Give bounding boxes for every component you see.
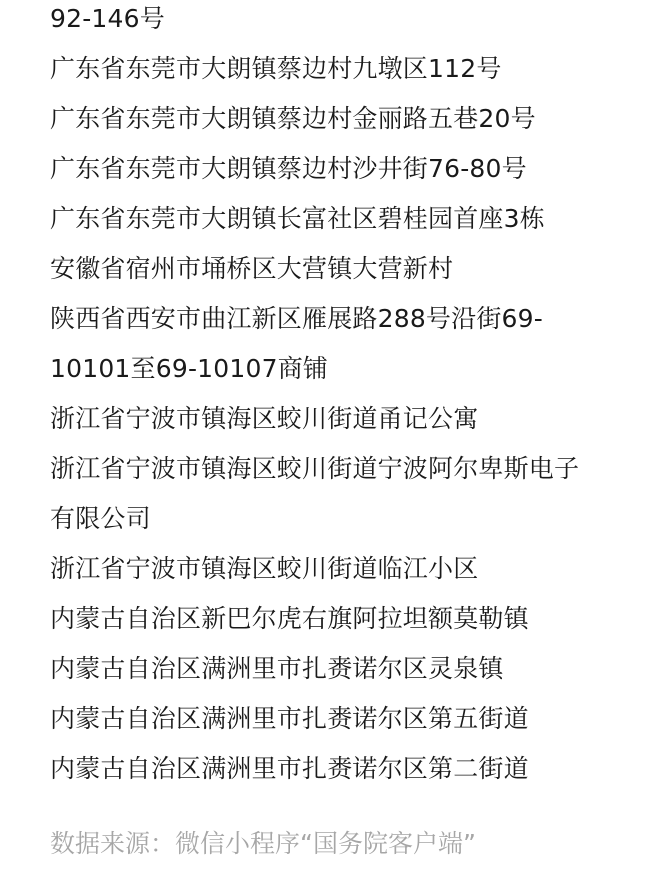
address-line: 有限公司: [50, 504, 151, 533]
address-line: 广东省东莞市大朗镇长富社区碧桂园首座3栋: [50, 204, 545, 233]
address-line: 广东省东莞市大朗镇蔡边村金丽路五巷20号: [50, 104, 536, 133]
address-list: [50, 0, 630, 794]
address-line: 浙江省宁波市镇海区蛟川街道宁波阿尔卑斯电子: [50, 454, 580, 483]
address-line: 安徽省宿州市埇桥区大营镇大营新村: [50, 254, 454, 283]
address-line: 92-146号: [50, 4, 165, 33]
address-line: 内蒙古自治区满洲里市扎赉诺尔区第二街道: [50, 754, 529, 783]
address-line: 内蒙古自治区满洲里市扎赉诺尔区灵泉镇: [50, 654, 504, 683]
address-line: 广东省东莞市大朗镇蔡边村九墩区112号: [50, 54, 502, 83]
data-source-note: 数据来源：微信小程序“国务院客户端”: [50, 829, 476, 858]
address-line: 广东省东莞市大朗镇蔡边村沙井街76-80号: [50, 154, 527, 183]
address-line: 内蒙古自治区新巴尔虎右旗阿拉坦额莫勒镇: [50, 604, 529, 633]
address-line: 浙江省宁波市镇海区蛟川街道甬记公寓: [50, 404, 479, 433]
address-line: 10101至69-10107商铺: [50, 354, 329, 383]
address-line: 内蒙古自治区满洲里市扎赉诺尔区第五街道: [50, 704, 529, 733]
address-line: 浙江省宁波市镇海区蛟川街道临江小区: [50, 554, 479, 583]
address-line: 陕西省西安市曲江新区雁展路288号沿街69-: [50, 304, 543, 333]
